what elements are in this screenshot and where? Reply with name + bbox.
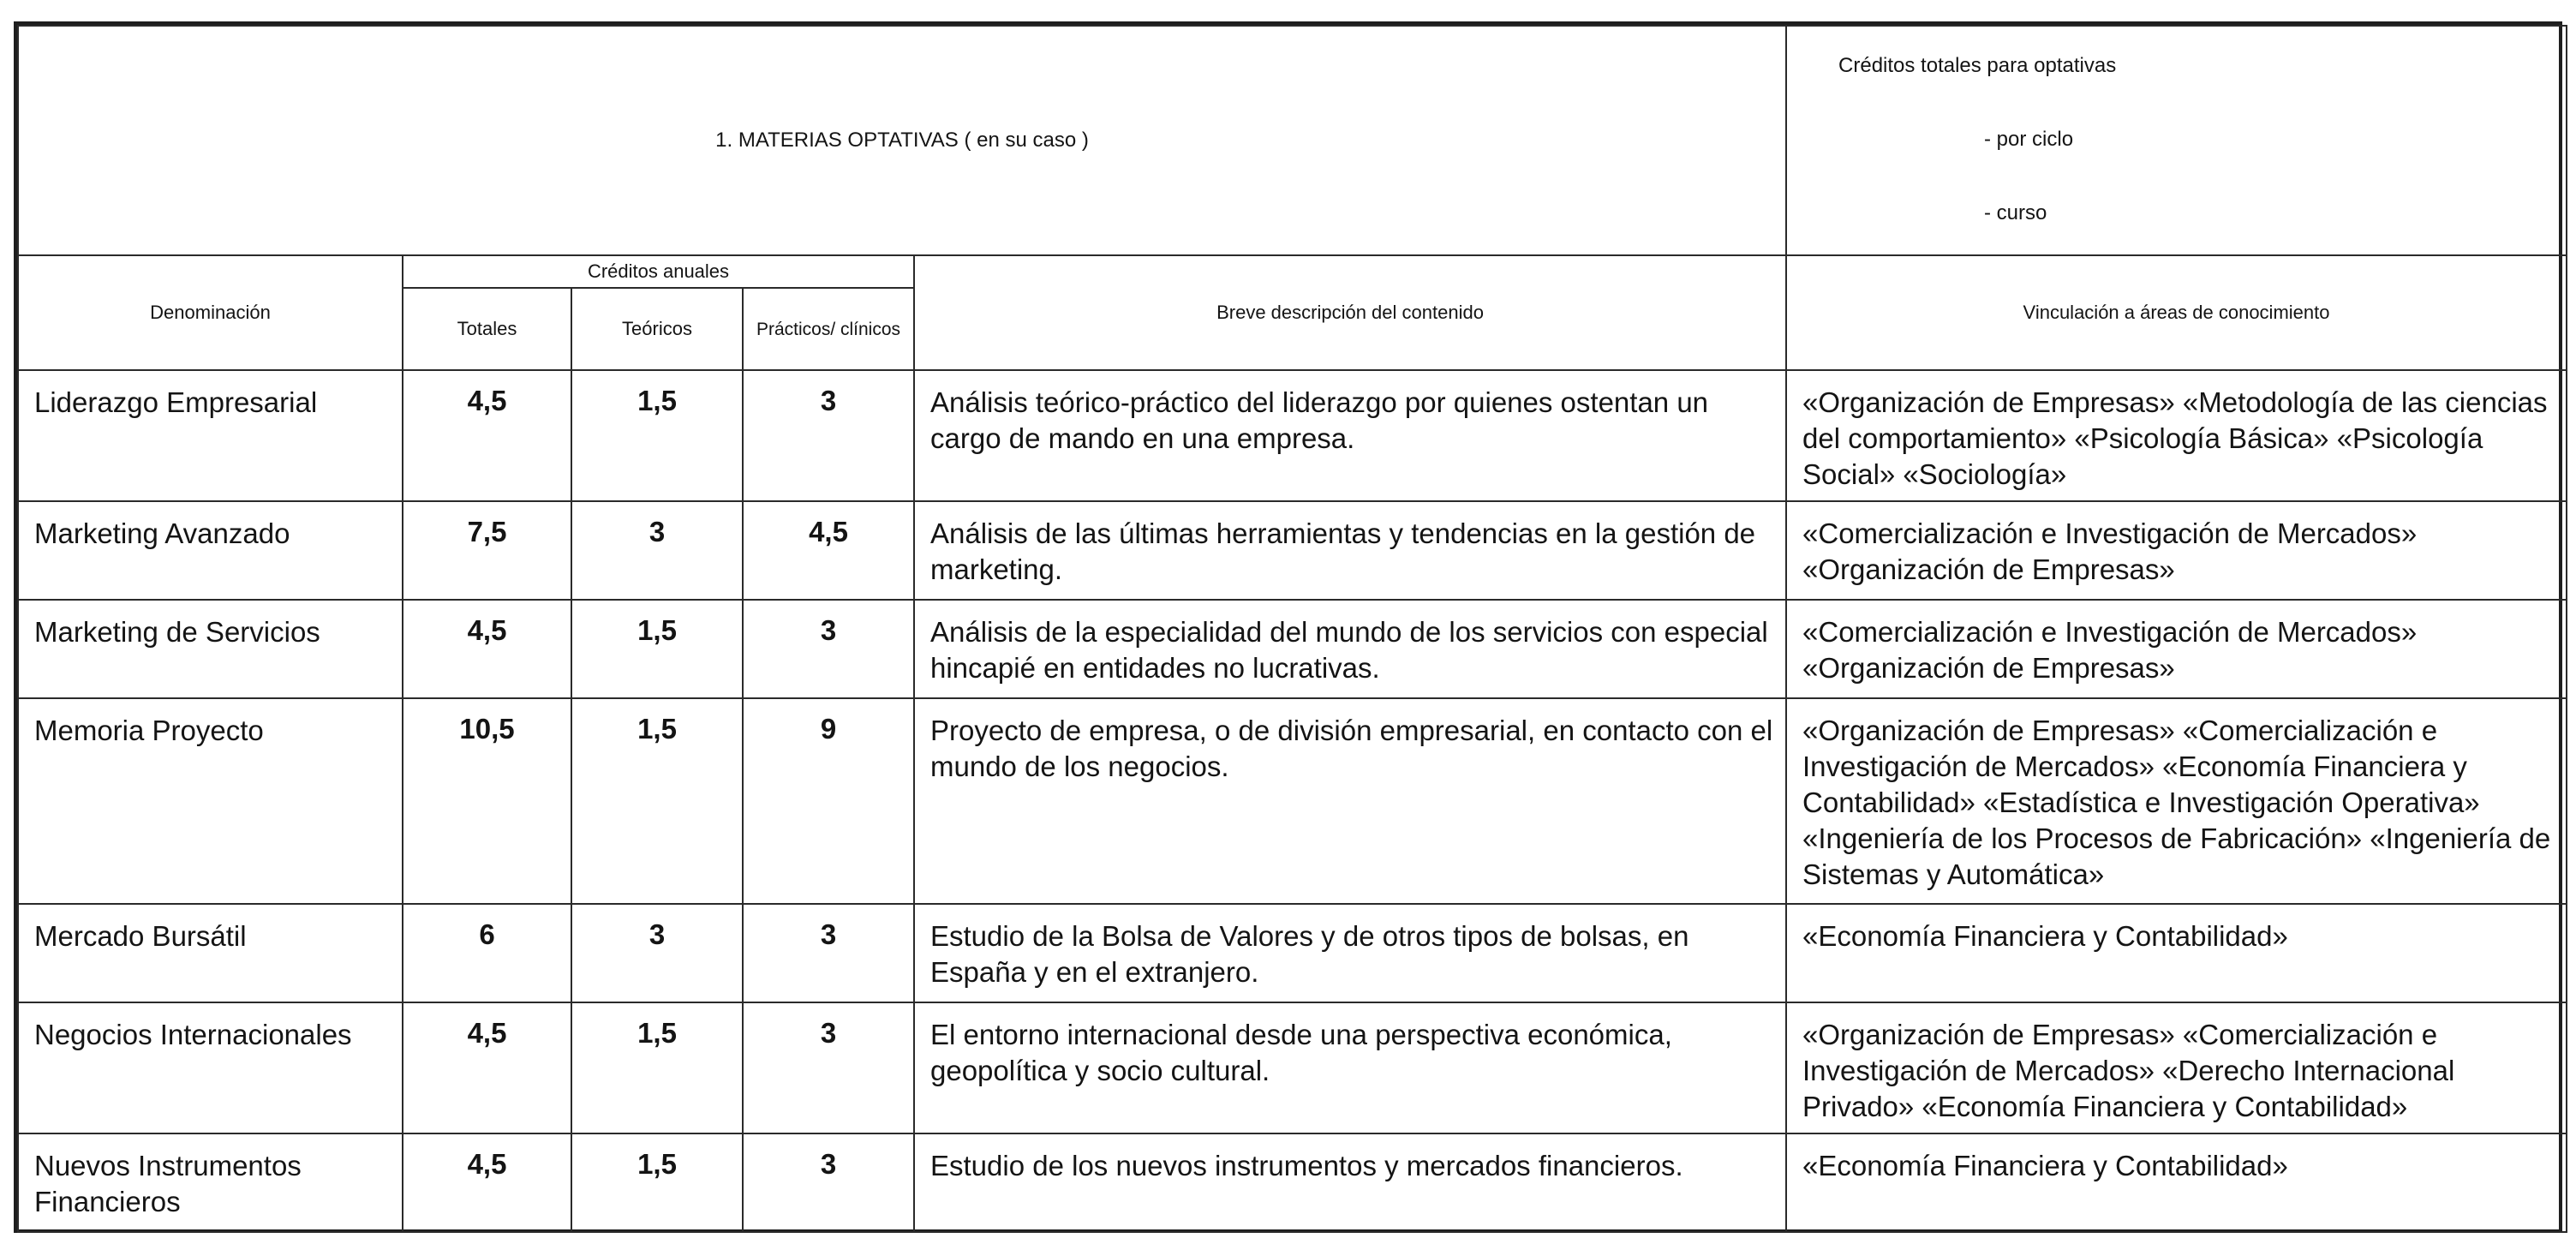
subject-description: Análisis teórico-práctico del liderazgo por quienes ostentan un cargo de mando en una empresa. [914, 370, 1786, 501]
col-creditos-anuales: Créditos anuales [403, 255, 914, 288]
table-row [18, 501, 2567, 600]
credits-practicos: 4,5 [743, 501, 914, 600]
subject-name: Nuevos Instrumentos Financieros [18, 1133, 403, 1232]
credits-practicos: 3 [743, 600, 914, 698]
subject-name: Negocios Internacionales [18, 1002, 403, 1133]
credits-totales: 4,5 [403, 600, 571, 698]
subject-description: Proyecto de empresa, o de división empresarial, en contacto con el mundo de los negocios. [914, 698, 1786, 904]
subject-name: Memoria Proyecto [18, 698, 403, 904]
credits-totales: 10,5 [403, 698, 571, 904]
subject-description: El entorno internacional desde una perspectiva económica, geopolítica y socio cultural. [914, 1002, 1786, 1133]
credits-teoricos: 1,5 [571, 698, 743, 904]
col-descripcion: Breve descripción del contenido [914, 255, 1786, 370]
subject-description: Estudio de la Bolsa de Valores y de otros tipos de bolsas, en España y en el extranjero. [914, 904, 1786, 1002]
credits-totals-box [1786, 26, 2567, 255]
credits-totales: 4,5 [403, 1002, 571, 1133]
subject-areas: «Comercialización e Investigación de Mercados» «Organización de Empresas» [1786, 501, 2567, 600]
credits-totales: 4,5 [403, 370, 571, 501]
credits-practicos: 3 [743, 904, 914, 1002]
credits-practicos: 3 [743, 370, 914, 501]
optional-subjects-table [17, 25, 2567, 1233]
credits-practicos: 9 [743, 698, 914, 904]
col-denominacion: Denominación [18, 255, 403, 370]
subject-description: Estudio de los nuevos instrumentos y mercados financieros. [914, 1133, 1786, 1232]
col-practicos: Prácticos/ clínicos [743, 288, 914, 370]
credits-totales: 4,5 [403, 1133, 571, 1232]
subject-description: Análisis de las últimas herramientas y tendencias en la gestión de marketing. [914, 501, 1786, 600]
credits-teoricos: 3 [571, 501, 743, 600]
subject-areas: «Comercialización e Investigación de Mercados» «Organización de Empresas» [1786, 600, 2567, 698]
subject-areas: «Economía Financiera y Contabilidad» [1786, 1133, 2567, 1232]
subject-areas: «Organización de Empresas» «Comercialización e Investigación de Mercados» «Derecho Internacional Privado» «Economía Financiera y Contabilidad» [1786, 1002, 2567, 1133]
table-row [18, 698, 2567, 904]
subject-name: Marketing Avanzado [18, 501, 403, 600]
subject-name: Marketing de Servicios [18, 600, 403, 698]
table-row [18, 600, 2567, 698]
col-vinculacion: Vinculación a áreas de conocimiento [1786, 255, 2567, 370]
credits-totals-title: Créditos totales para optativas [1838, 54, 2117, 77]
credits-teoricos: 1,5 [571, 1133, 743, 1232]
credits-practicos: 3 [743, 1133, 914, 1232]
credits-teoricos: 3 [571, 904, 743, 1002]
subject-description: Análisis de la especialidad del mundo de los servicios con especial hincapié en entidades no lucrativas. [914, 600, 1786, 698]
subject-areas: «Organización de Empresas» «Comercialización e Investigación de Mercados» «Economía Financiera y Contabilidad» «Estadística e Investigación Operativa» «Ingeniería de los Procesos de Fabricación» «Ingeniería de Sistemas y Automática» [1786, 698, 2567, 904]
credits-per-course: - curso [1984, 201, 2047, 224]
subject-name: Mercado Bursátil [18, 904, 403, 1002]
table-row [18, 370, 2567, 501]
credits-teoricos: 1,5 [571, 1002, 743, 1133]
table-row [18, 1133, 2567, 1232]
credits-practicos: 3 [743, 1002, 914, 1133]
subject-areas: «Organización de Empresas» «Metodología de las ciencias del comportamiento» «Psicología Básica» «Psicología Social» «Sociología» [1786, 370, 2567, 501]
col-teoricos: Teóricos [571, 288, 743, 370]
table-row [18, 1002, 2567, 1133]
credits-totales: 7,5 [403, 501, 571, 600]
section-title: 1. MATERIAS OPTATIVAS ( en su caso ) [18, 26, 1786, 255]
table-row [18, 904, 2567, 1002]
credits-per-cycle: - por ciclo [1984, 128, 2074, 151]
col-totales: Totales [403, 288, 571, 370]
subject-name: Liderazgo Empresarial [18, 370, 403, 501]
credits-teoricos: 1,5 [571, 600, 743, 698]
subject-areas: «Economía Financiera y Contabilidad» [1786, 904, 2567, 1002]
optional-subjects-sheet [14, 21, 2562, 1233]
credits-teoricos: 1,5 [571, 370, 743, 501]
credits-totales: 6 [403, 904, 571, 1002]
